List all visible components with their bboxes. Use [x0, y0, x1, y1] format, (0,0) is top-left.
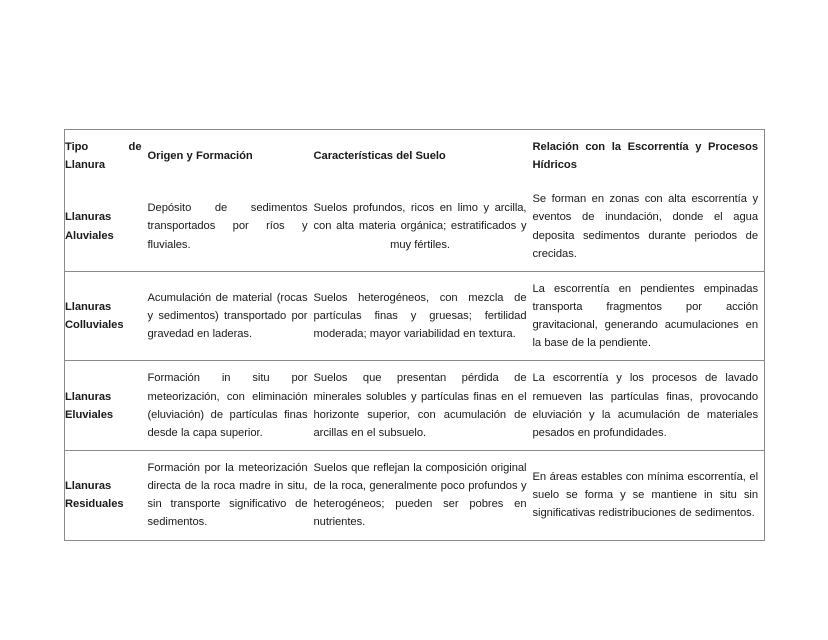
- runoff-text: Se forman en zonas con alta escorrentía y eventos de inundación, donde el agua deposita sedimentos durante periodos de crecidas.: [532, 193, 758, 260]
- table-container: [64, 129, 764, 541]
- plain-type-line2: Residuales: [65, 498, 124, 511]
- plain-type-line1: Llanuras: [65, 480, 112, 493]
- runoff-text: En áreas estables con mínima escorrentía, el suelo se forma y se mantiene in situ sin significativas redistribuciones de sedimentos.: [532, 471, 758, 520]
- column-header-soil: Características del Suelo: [313, 150, 446, 163]
- cell-origin-formation: [148, 450, 314, 540]
- origin-text: Acumulación de material (rocas y sedimentos) transportado por gravedad en laderas.: [147, 291, 308, 341]
- column-header-origin: Origen y Formación: [147, 150, 253, 163]
- cell-plain-type: [65, 271, 148, 361]
- cell-runoff-relation: [533, 271, 765, 361]
- plain-type-line1: Llanuras: [65, 390, 112, 403]
- origin-text: Formación in situ por meteorización, con eliminación (eluviación) de partículas finas desde la capa superior.: [147, 372, 308, 439]
- cell-plain-type: [65, 361, 148, 451]
- cell-runoff-relation: [533, 450, 765, 540]
- cell-soil-characteristics: [314, 271, 533, 361]
- column-header-runoff-line2: Hídricos: [532, 159, 577, 172]
- runoff-text: La escorrentía y los procesos de lavado remueven las partículas finas, provocando eluviación y la acumulación de materiales pesados en profundidades.: [532, 372, 758, 439]
- column-header-runoff-line1: Relación con la Escorrentía y Procesos: [532, 141, 758, 153]
- table-row: [65, 271, 765, 361]
- cell-runoff-relation: [533, 182, 765, 271]
- soil-text: Suelos heterogéneos, con mezcla de partículas finas y gruesas; fertilidad moderada; mayor variabilidad en textura.: [313, 291, 527, 341]
- table-row: [65, 361, 765, 451]
- column-header-type: [65, 130, 148, 183]
- cell-plain-type: [65, 450, 148, 540]
- runoff-text: La escorrentía en pendientes empinadas transporta fragmentos por acción gravitacional, generando acumulaciones en la base de la pendiente.: [532, 282, 758, 350]
- cell-plain-type: [65, 182, 148, 271]
- cell-runoff-relation: [533, 361, 765, 451]
- plain-type-line2: Colluviales: [65, 319, 124, 332]
- cell-soil-characteristics: [314, 182, 533, 271]
- table-header: [65, 130, 765, 183]
- origin-text: Depósito de sedimentos transportados por ríos y fluviales.: [147, 202, 308, 251]
- plain-type-line1: Llanuras: [65, 300, 112, 313]
- column-header-runoff: [533, 130, 765, 183]
- cell-origin-formation: [148, 361, 314, 451]
- soil-text: Suelos que reflejan la composición original de la roca, generalmente poco profundos y heterogéneos; pueden ser pobres en nutrientes.: [313, 461, 527, 529]
- plain-type-line1: Llanuras: [65, 211, 112, 224]
- column-header-type-line2: Llanura: [65, 159, 106, 172]
- origin-text: Formación por la meteorización directa de la roca madre in situ, sin transporte significativo de sedimentos.: [147, 461, 308, 529]
- column-header-type-line1: [65, 138, 142, 156]
- soil-text: Suelos que presentan pérdida de minerales solubles y partículas finas en el horizonte superior, con acumulación de arcillas en el subsuelo.: [313, 372, 527, 439]
- table-row: [65, 450, 765, 540]
- header-type-word-de: de: [128, 141, 142, 153]
- cell-soil-characteristics: [314, 361, 533, 451]
- soil-text: Suelos profundos, ricos en limo y arcilla, con alta materia orgánica; estratificados y muy fértiles.: [313, 202, 527, 251]
- cell-origin-formation: [148, 271, 314, 361]
- table-body: [65, 182, 765, 540]
- plain-type-line2: Aluviales: [65, 229, 114, 242]
- cell-origin-formation: [148, 182, 314, 271]
- header-type-word-tipo: Tipo: [65, 141, 89, 153]
- plains-comparison-table: [64, 129, 765, 541]
- table-row: [65, 182, 765, 271]
- header-row: [65, 130, 765, 183]
- cell-soil-characteristics: [314, 450, 533, 540]
- plain-type-line2: Eluviales: [65, 408, 114, 421]
